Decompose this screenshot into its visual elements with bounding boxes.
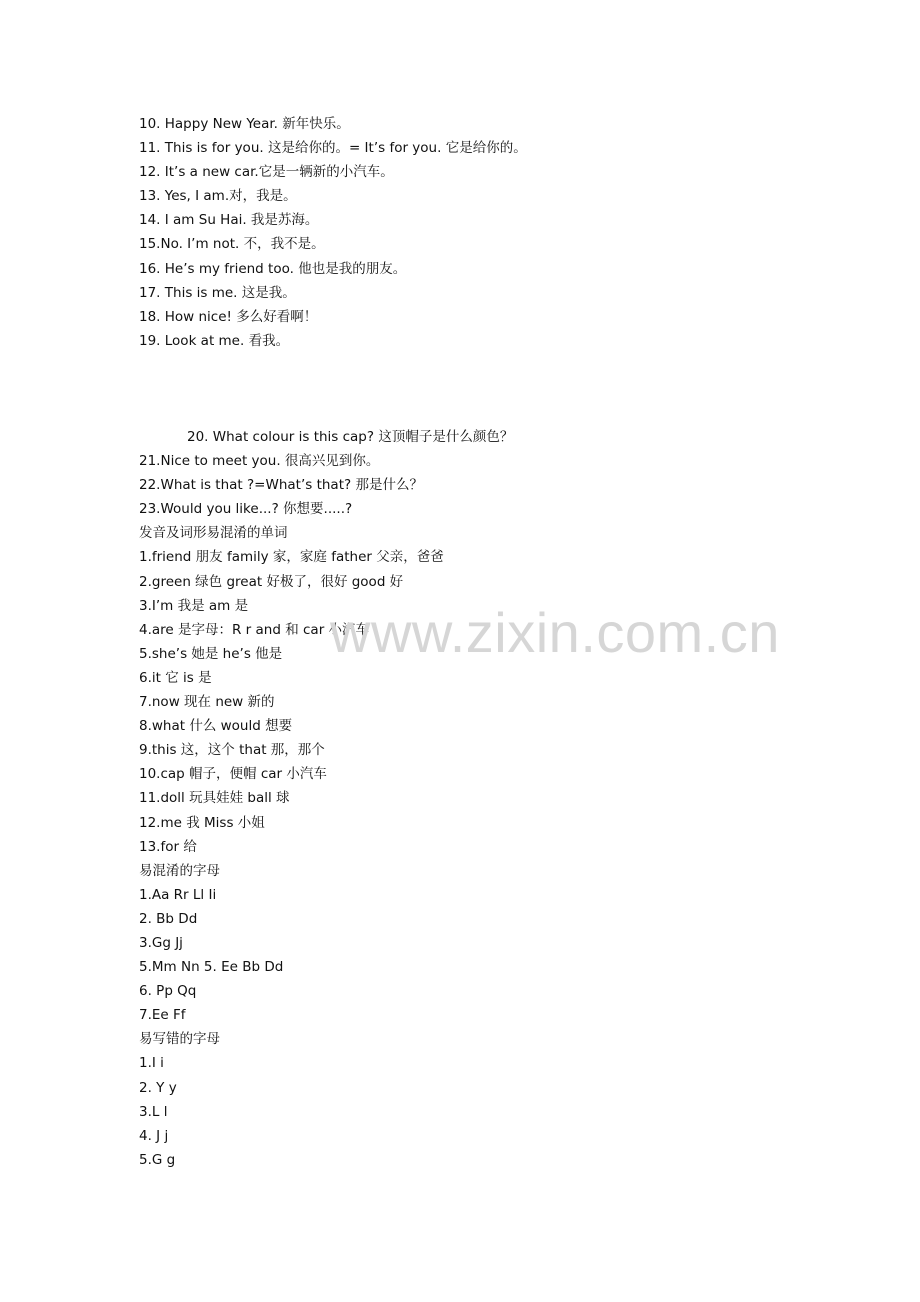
text-line: 3.I’m 我是 am 是 [139,597,249,614]
sentence-line: 20. What colour is this cap? 这顶帽子是什么颜色？ [187,429,514,445]
text-line: 6. Pp Qq [139,983,197,1000]
text-line: 2.green 绿色 great 好极了，很好 good 好 [139,573,404,590]
text-line: 3.L l [139,1103,168,1120]
text-line: 22.What is that ?=What’s that? 那是什么？ [139,477,423,494]
text-line: 17. This is me. 这是我。 [139,284,296,301]
text-line: 4.are 是字母：R r and 和 car 小汽车 [139,621,370,638]
text-line: 6.it 它 is 是 [139,669,212,686]
text-line: 13. Yes, I am.对，我是。 [139,188,297,205]
sentence-list-bottom [139,425,839,1172]
text-line: 2. Bb Dd [139,910,198,927]
text-line: 5.G g [139,1151,176,1168]
text-line: 易混淆的字母 [139,862,220,879]
text-line: 14. I am Su Hai. 我是苏海。 [139,212,319,229]
text-line: 18. How nice! 多么好看啊！ [139,308,318,325]
text-line: 1.friend 朋友 family 家，家庭 father 父亲，爸爸 [139,549,444,566]
text-line: 5.Mm Nn 5. Ee Bb Dd [139,959,284,976]
text-line: 5.she’s 她是 he’s 他是 [139,645,283,662]
text-line: 19. Look at me. 看我。 [139,332,290,349]
text-line: 9.this 这，这个 that 那，那个 [139,742,325,759]
text-line: 1.I i [139,1055,164,1072]
text-line: 16. He’s my friend too. 他也是我的朋友。 [139,260,407,277]
text-line: 21.Nice to meet you. 很高兴见到你。 [139,453,380,470]
text-line: 3.Gg Jj [139,934,183,951]
text-line: 10.cap 帽子，便帽 car 小汽车 [139,766,327,783]
text-line: 发音及词形易混淆的单词 [139,525,288,542]
text-line: 2. Y y [139,1079,177,1096]
text-line: 13.for 给 [139,838,197,855]
text-line: 4. J j [139,1127,169,1144]
text-line: 23.Would you like...? 你想要.....? [139,501,353,518]
text-line: 易写错的字母 [139,1031,220,1048]
text-line: 11. This is for you. 这是给你的。= It’s for you. 它是给你的。 [139,140,527,157]
text-line: 7.Ee Ff [139,1007,186,1024]
text-line: 7.now 现在 new 新的 [139,694,275,711]
text-line: 12.me 我 Miss 小姐 [139,814,265,831]
text-line: 10. Happy New Year. 新年快乐。 [139,116,350,132]
text-line: 12. It’s a new car.它是一辆新的小汽车。 [139,164,394,181]
text-line: 1.Aa Rr Ll Ii [139,886,217,903]
sentence-list-top [139,112,839,353]
text-line: 11.doll 玩具娃娃 ball 球 [139,790,290,807]
watermark: www.zixin.com.cn [330,601,780,664]
text-line: 15.No. I’m not. 不，我不是。 [139,236,325,253]
text-line: 8.what 什么 would 想要 [139,718,293,735]
